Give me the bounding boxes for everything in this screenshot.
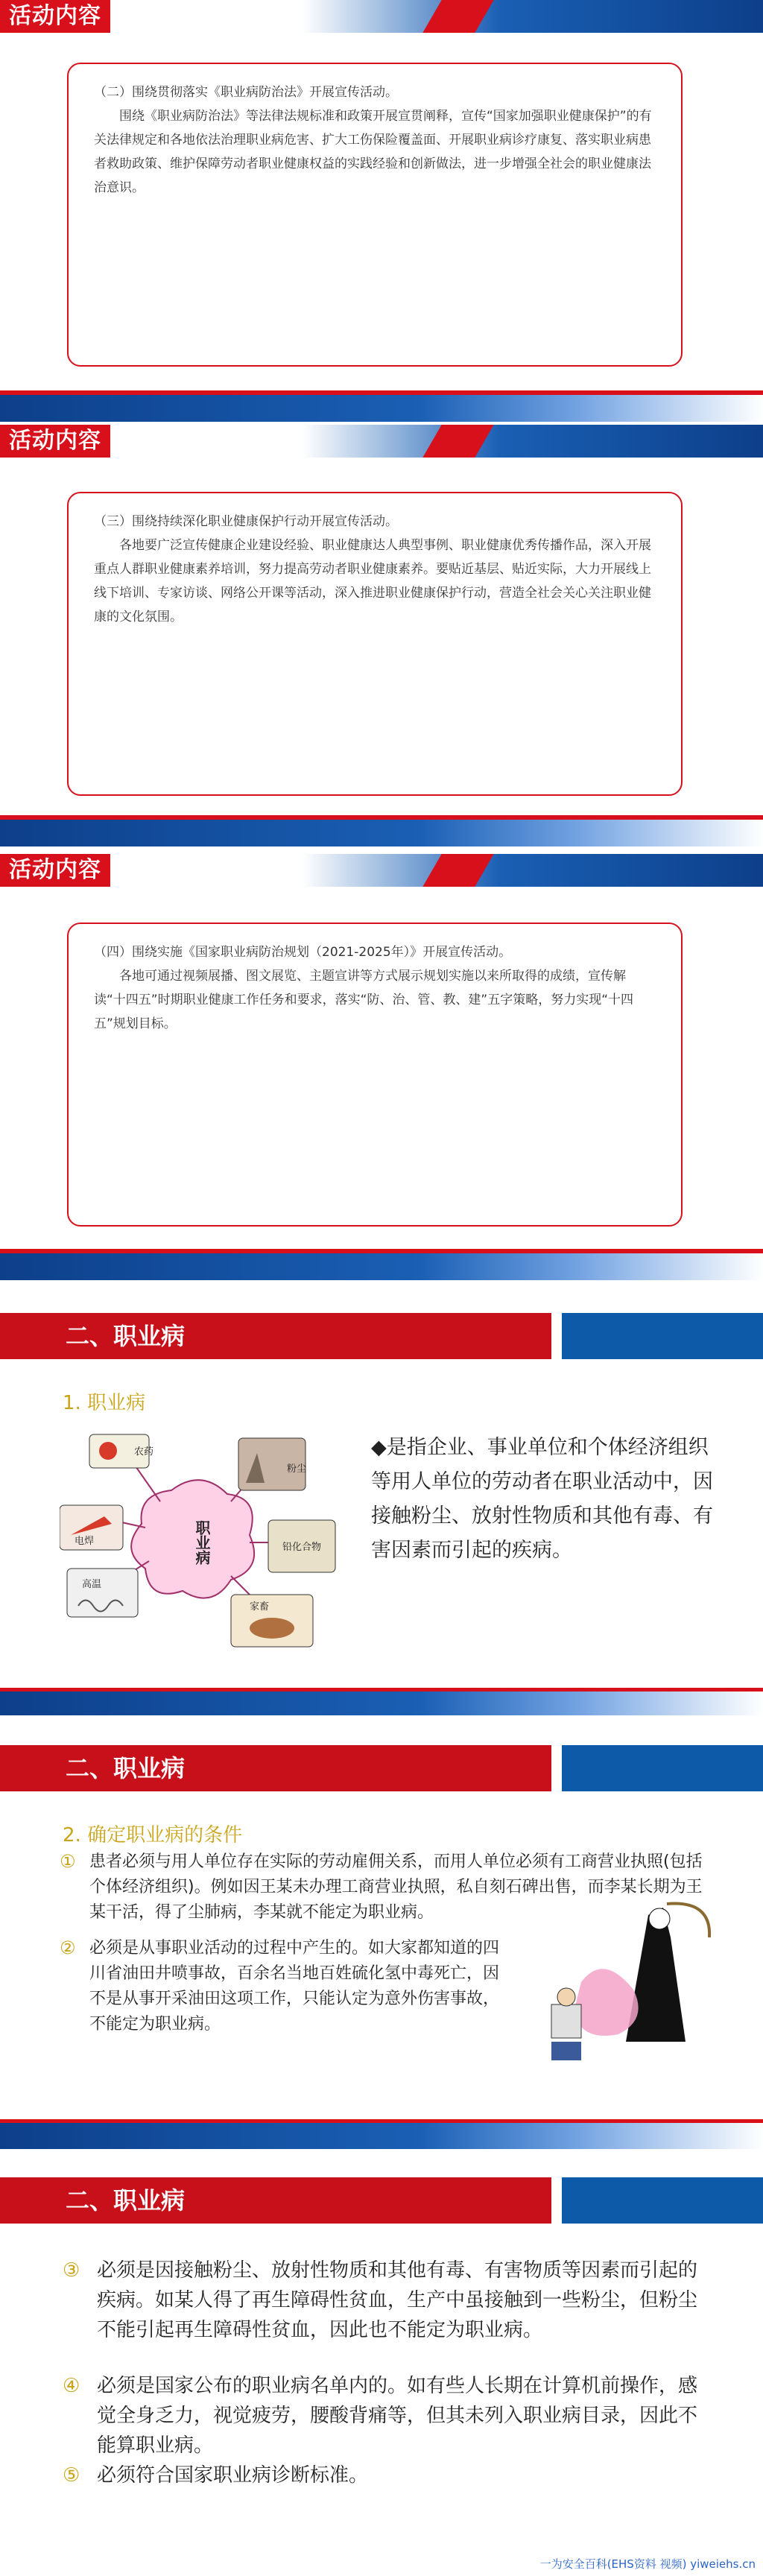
section-title: 二、职业病 [0, 1313, 551, 1359]
section-accent [562, 1313, 763, 1359]
item-number: ⑤ [63, 2464, 80, 2487]
subtitle: 1. 职业病 [63, 1392, 146, 1414]
item-number: ② [60, 1937, 76, 1958]
content-box [67, 492, 683, 796]
content-box [67, 923, 683, 1227]
condition-item: 患者必须与用人单位存在实际的劳动雇佣关系，而用人单位必须有工商营业执照(包括个体经济组织)。例如因王某未办理工商营业执照，私自刻石碑出售，而李某长期为王某干活，得了尘肺病，李某就不能定为职业病。 [89, 1852, 703, 1922]
section-title: 二、职业病 [0, 1745, 551, 1791]
item-body: 各地要广泛宣传健康企业建设经验、职业健康达人典型事例、职业健康优秀传播作品，深入开展重点人群职业健康素养培训，努力提高劳动者职业健康素养。要贴近基层、贴近实际，大力开展线上线下培训、专家访谈、网络公开课等活动，深入推进职业健康保护行动，营造全社会关心关注职业健康的文化氛围。 [94, 538, 651, 624]
section-accent [562, 1745, 763, 1791]
item-number: ③ [63, 2259, 80, 2282]
slide-activity-4 [0, 854, 763, 1283]
footer-bar [0, 815, 763, 846]
condition-item: 必须是国家公布的职业病名单内的。如有些人长期在计算机前操作，感觉全身乏力，视觉疲劳，腰酸背痛等，但其未列入职业病目录，因此不能算职业病。 [97, 2375, 698, 2457]
watermark: 一为安全百科(EHS资料 视频) yiweiehs.cn [539, 2557, 756, 2571]
item-title: （四）围绕实施《国家职业病防治规划（2021-2025年）》开展宣传活动。 [94, 945, 512, 960]
section-header [0, 2177, 763, 2224]
slide-occupational-disease-definition [0, 1289, 763, 1715]
label-pesticide: 农药 [134, 1446, 154, 1457]
header-bar [0, 0, 763, 33]
condition-item: 必须是因接触粉尘、放射性物质和其他有毒、有害物质等因素而引起的疾病。如某人得了再生障碍性贫血，生产中虽接触到一些粉尘，但粉尘不能引起再生障碍性贫血，因此也不能定为职业病。 [97, 2259, 698, 2341]
item-number: ① [60, 1851, 76, 1872]
header-label: 活动内容 [0, 0, 110, 33]
item-title: （三）围绕持续深化职业健康保护行动开展宣传活动。 [94, 514, 398, 529]
slide-activity-2 [0, 0, 763, 422]
item-body: 各地可通过视频展播、图文展览、主题宣讲等方式展示规划实施以来所取得的成绩，宣传解读“十四五”时期职业健康工作任务和要求，落实“防、治、管、教、建”五字策略，努力实现“十四五”规划目标。 [94, 969, 634, 1031]
slide-activity-3 [0, 425, 763, 846]
label-livestock: 家畜 [250, 1601, 270, 1612]
label-lead: 铅化合物 [282, 1541, 322, 1552]
header-label: 活动内容 [0, 854, 110, 887]
condition-item: 必须是从事职业活动的过程中产生的。如大家都知道的四川省油田井喷事故，百余名当地百姓硫化氢中毒死亡，因不是从事开采油田这项工作，只能认定为意外伤害事故，不能定为职业病。 [89, 1939, 500, 2034]
pesticide-icon [99, 1442, 117, 1460]
occupational-hazards-illustration [60, 1431, 343, 1654]
footer-bar [0, 1688, 763, 1715]
header-label: 活动内容 [0, 425, 110, 458]
content-box [67, 63, 683, 367]
item-number: ④ [63, 2375, 80, 2397]
header-bar [0, 854, 763, 887]
definition-text: ◆是指企业、事业单位和个体经济组织等用人单位的劳动者在职业活动中，因接触粉尘、放射性物质和其他有毒、有害因素而引起的疾病。 [371, 1436, 713, 1562]
item-body: 围绕《职业病防治法》等法律法规标准和政策开展宣贯阐释，宣传“国家加强职业健康保护”的有关法律规定和各地依法治理职业病危害、扩大工伤保险覆盖面、开展职业病诊疗康复、落实职业病患者救助政策、维护保障劳动者职业健康权益的实践经验和创新做法，进一步增强全社会的职业健康法治意识。 [94, 109, 652, 195]
toxic-hazard-illustration [536, 1893, 715, 2072]
footer-bar [0, 1249, 763, 1280]
label-welding: 电焊 [75, 1535, 95, 1546]
slide-disease-conditions-1 [0, 1721, 763, 2149]
item-title: （二）围绕贯彻落实《职业病防治法》开展宣传活动。 [94, 85, 398, 100]
condition-item: 必须符合国家职业病诊断标准。 [97, 2464, 369, 2487]
section-header [0, 1313, 763, 1359]
center-label: 职业病 [193, 1520, 209, 1565]
section-accent [562, 2177, 763, 2224]
slide-disease-conditions-2 [0, 2155, 763, 2576]
section-header [0, 1745, 763, 1791]
header-bar [0, 425, 763, 458]
label-heat: 高温 [82, 1578, 102, 1589]
label-dust: 粉尘 [287, 1463, 307, 1474]
footer-bar [0, 2119, 763, 2149]
section-title: 二、职业病 [0, 2177, 551, 2224]
footer-bar [0, 390, 763, 422]
subtitle: 2. 确定职业病的条件 [63, 1824, 243, 1846]
